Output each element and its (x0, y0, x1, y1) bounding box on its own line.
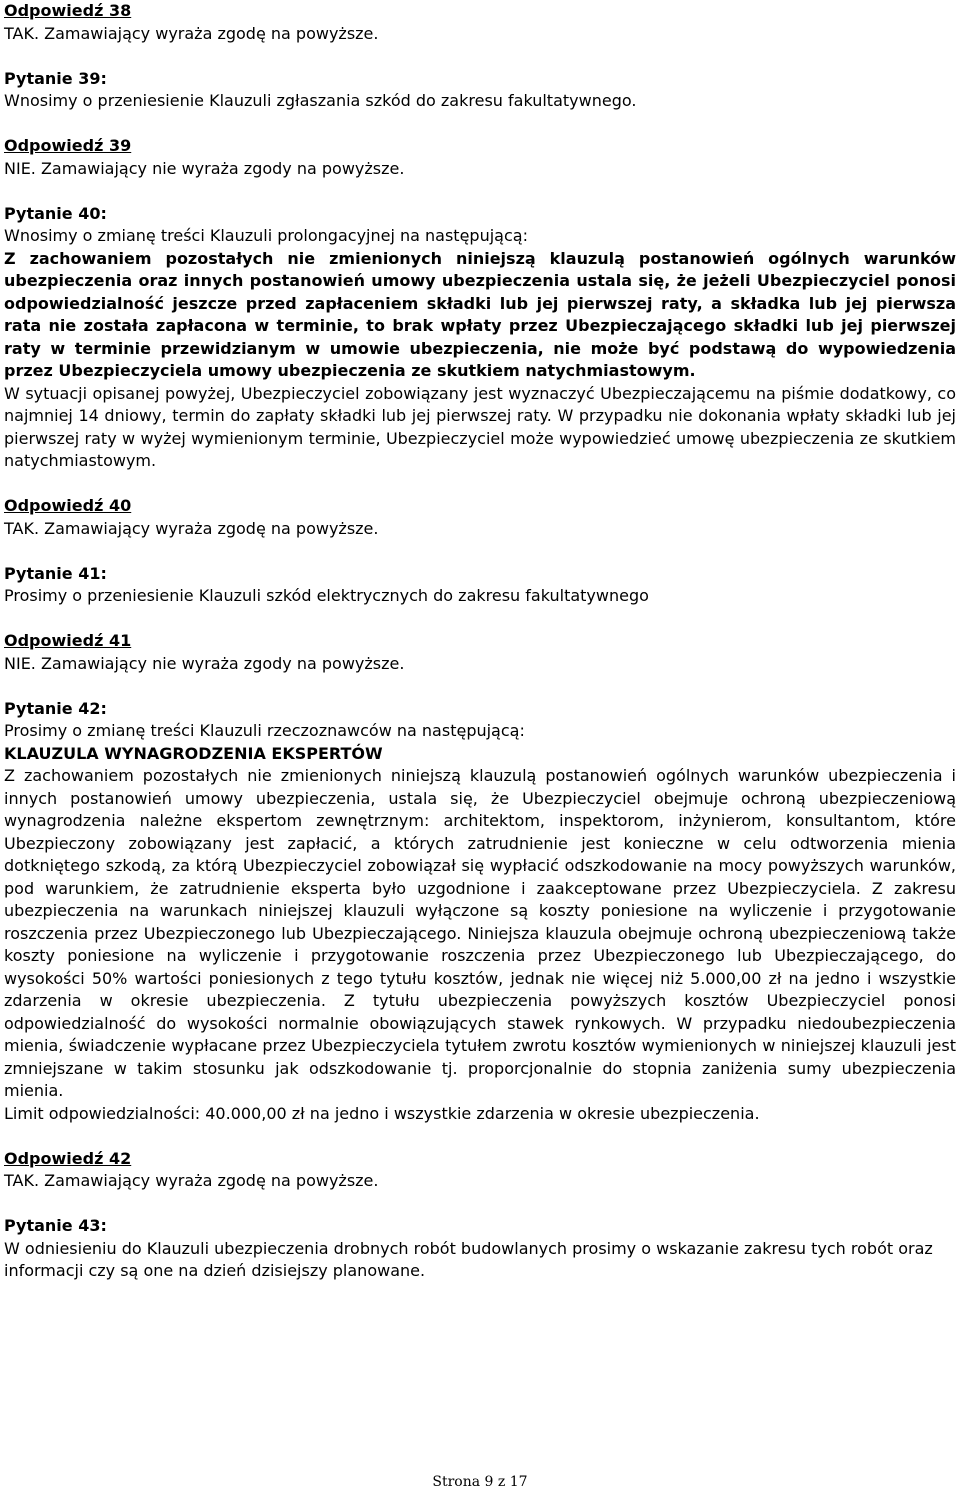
answer-heading: Odpowiedź 41 (4, 631, 132, 650)
question-heading: Pytanie 39: (4, 68, 107, 88)
question-41 (4, 563, 956, 608)
page-label: Strona (432, 1474, 481, 1490)
question-heading: Pytanie 42: (4, 698, 107, 718)
document-page (4, 0, 956, 1283)
answer-text: NIE. Zamawiający nie wyraża zgody na powyższe. (4, 158, 405, 178)
question-42 (4, 698, 956, 1126)
answer-42 (4, 1148, 956, 1193)
question-text: Wnosimy o przeniesienie Klauzuli zgłaszania szkód do zakresu fakultatywnego. (4, 91, 637, 110)
question-intro: Prosimy o zmianę treści Klauzuli rzeczoznawców na następującą: (4, 721, 525, 740)
clause-title: KLAUZULA WYNAGRODZENIA EKSPERTÓW (4, 743, 383, 763)
answer-text: TAK. Zamawiający wyraża zgodę na powyższe. (4, 518, 379, 538)
page-total: 17 (509, 1474, 528, 1490)
answer-text: TAK. Zamawiający wyraża zgodę na powyższe. (4, 1171, 379, 1190)
question-43 (4, 1215, 956, 1283)
answer-39 (4, 135, 956, 180)
page-number: 9 (484, 1474, 494, 1490)
answer-heading: Odpowiedź 38 (4, 1, 132, 20)
liability-limit: Limit odpowiedzialności: 40.000,00 zł na jedno i wszystkie zdarzenia w okresie ubezpieczenia. (4, 1103, 760, 1123)
answer-heading: Odpowiedź 39 (4, 136, 132, 155)
question-text: Prosimy o przeniesienie Klauzuli szkód elektrycznych do zakresu fakultatywnego (4, 586, 649, 605)
answer-heading: Odpowiedź 42 (4, 1148, 132, 1168)
question-40 (4, 203, 956, 473)
answer-38 (4, 0, 956, 45)
question-heading: Pytanie 43: (4, 1216, 107, 1235)
page-footer (0, 1474, 960, 1490)
question-heading: Pytanie 41: (4, 563, 107, 583)
question-39 (4, 68, 956, 113)
clause-text: W sytuacji opisanej powyżej, Ubezpieczyciel zobowiązany jest wyznaczyć Ubezpieczającemu na piśmie dodatkowy, co najmniej 14 dniowy, termin do zapłaty składki lub jej pierwszej raty. W przypadku nie dokonania wpłaty składki lub jej pierwszej raty w wyżej wymienionym terminie, Ubezpieczyciel może wypowiedzieć umowę ubezpieczenia ze skutkiem natychmiastowym. (4, 383, 956, 470)
clause-text: Z zachowaniem pozostałych nie zmienionych niniejszą klauzulą postanowień ogólnych warunków ubezpieczenia i innych postanowień umowy ubezpieczenia, ustala się, że Ubezpieczyciel obejmuje ochroną ubezpieczeniową wynagrodzenia należne ekspertom zewnętrznym: architektom, inspektorom, inżynierom, konsultantom, które Ubezpieczony zobowiązany jest zapłacić, a których zatrudnienie jest konieczne w celu odtworzenia mienia dotkniętego szkodą, za którą Ubezpieczyciel zobowiązał się wypłacić odszkodowanie na mocy powyższych warunków, pod warunkiem, że zatrudnienie eksperta było uzgodnione i zaakceptowane przez Ubezpieczyciela. Z zakresu ubezpieczenia na warunkach niniejszej klauzuli wyłączone są koszty poniesione na wyliczenie i przygotowanie roszczenia przez Ubezpieczonego lub Ubezpieczającego. Niniejsza klauzula obejmuje ochroną ubezpieczeniową także koszty poniesione na wyliczenie i przygotowanie roszczenia przez Ubezpieczonego lub Ubezpieczającego, do wysokości 50% wartości poniesionych z tego tytułu kosztów, jednak nie więcej niż 5.000,00 zł na jedno i wszystkie zdarzenia w okresie ubezpieczenia. Z tytułu ubezpieczenia powyższych kosztów Ubezpieczyciel ponosi odpowiedzialność do wysokości normalnie obowiązujących stawek rynkowych. W przypadku niedoubezpieczenia mienia, świadczenie wypłacane przez Ubezpieczyciela tytułem zwrotu kosztów wymienionych w niniejszej klauzuli jest zmniejszane w takim stosunku jak odszkodowanie tj. proporcjonalnie do stopnia zaniżenia sumy ubezpieczenia mienia. (4, 766, 956, 1100)
question-heading: Pytanie 40: (4, 203, 107, 223)
answer-text: TAK. Zamawiający wyraża zgodę na powyższe. (4, 23, 379, 43)
answer-40 (4, 495, 956, 540)
answer-41 (4, 630, 956, 675)
question-intro: Wnosimy o zmianę treści Klauzuli prolongacyjnej na następującą: (4, 226, 528, 245)
answer-text: NIE. Zamawiający nie wyraża zgody na powyższe. (4, 653, 405, 673)
clause-bold-text: Z zachowaniem pozostałych nie zmienionych niniejszą klauzulą postanowień ogólnych warunków ubezpieczenia oraz innych postanowień umowy ubezpieczenia ustala się, że jeżeli Ubezpieczyciel ponosi odpowiedzialność jeszcze przed zapłaceniem składki lub jej pierwszej raty, a składka lub jej pierwsza rata nie została zapłacona w terminie, to brak wpłaty przez Ubezpieczającego składki lub jej pierwszej raty w terminie przewidzianym w umowie ubezpieczenia, nie może być podstawą do wypowiedzenia przez Ubezpieczyciela umowy ubezpieczenia ze skutkiem natychmiastowym. (4, 248, 956, 380)
question-text: W odniesieniu do Klauzuli ubezpieczenia drobnych robót budowlanych prosimy o wskazanie zakresu tych robót oraz informacji czy są one na dzień dzisiejszy planowane. (4, 1238, 933, 1280)
answer-heading: Odpowiedź 40 (4, 496, 132, 515)
page-of: z (497, 1474, 506, 1490)
